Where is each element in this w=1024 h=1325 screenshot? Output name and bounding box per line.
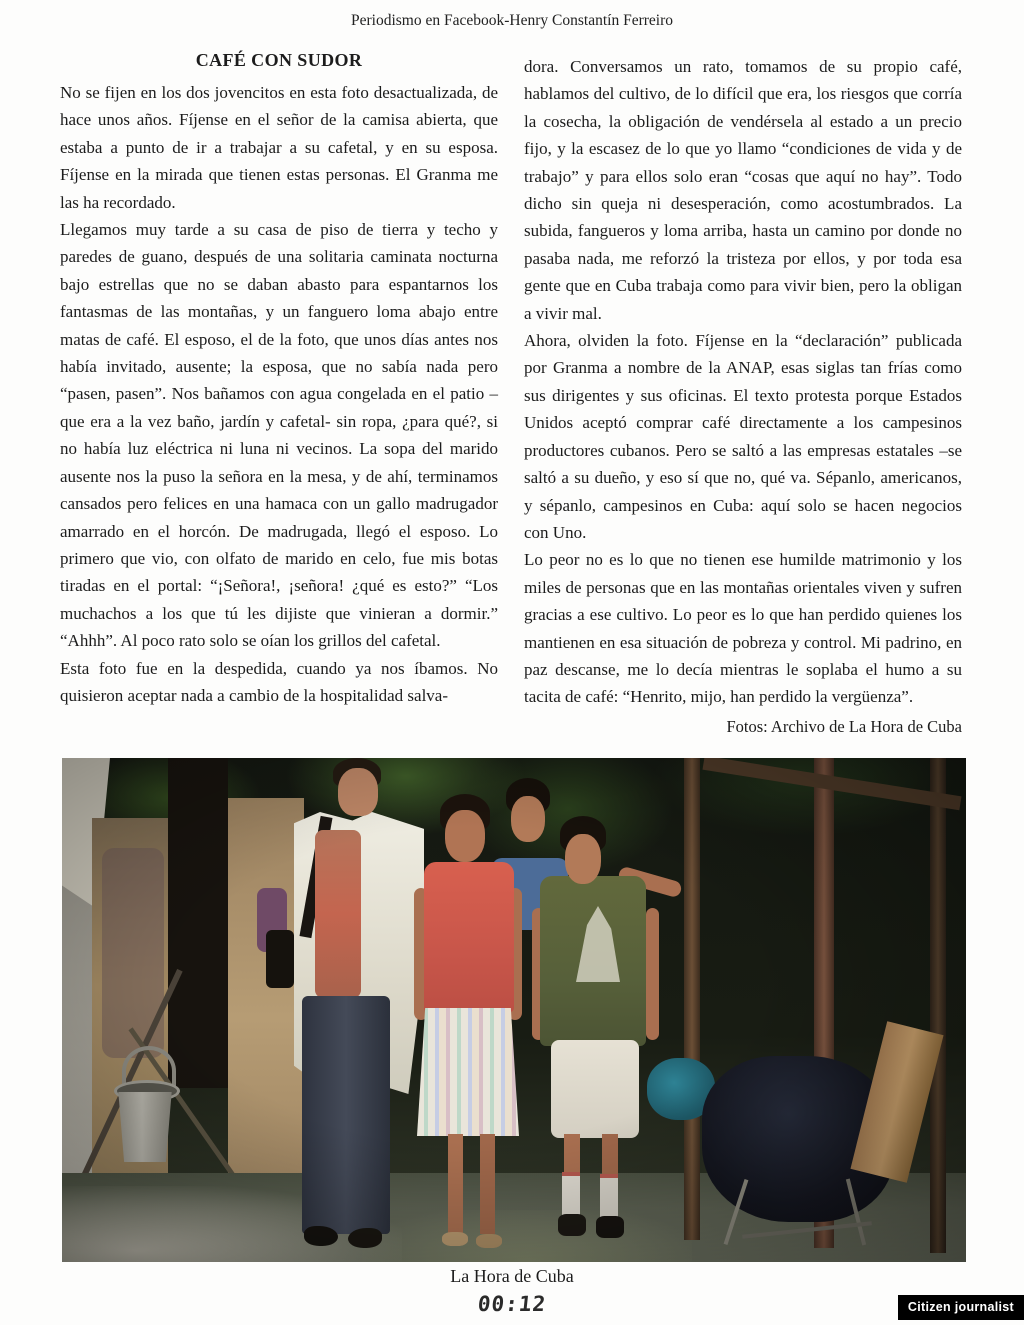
photo-caption: La Hora de Cuba	[450, 1266, 574, 1286]
photo-credit: Fotos: Archivo de La Hora de Cuba	[726, 716, 962, 736]
paragraph: Lo peor no es lo que no tienen ese humilde matrimonio y los miles de personas que en las montañas orientales viven y sufren gracias a ese cultivo. Lo peor es lo que han perdido quienes los mantienen en esa situación de pobreza y control. Mi padrino, en paz descanse, me lo decía mientras le soplaba el humo a su tacita de café: “Henrito, mijo, han perdido la vergüenza”.	[524, 550, 962, 707]
paragraph: Esta foto fue en la despedida, cuando ya nos íbamos. No quisieron aceptar nada a cambio de la hospitalidad salva-	[60, 658, 498, 705]
page-header: Periodismo en Facebook-Henry Constantín Ferreiro	[351, 12, 673, 29]
video-timestamp: 00:12	[476, 1292, 548, 1316]
left-column	[60, 46, 498, 740]
paragraph: No se fijen en los dos jovencitos en esta foto desactualizada, de hace unos años. Fíjense en el señor de la camisa abierta, que estaba a punto de ir a trabajar a su cafetal, y en su esposa. Fíjense en la mirada que tienen estas personas. El Granma me las ha recordado.	[60, 83, 498, 212]
right-column	[524, 46, 962, 740]
article-title: CAFÉ CON SUDOR	[195, 50, 363, 70]
article-photo	[62, 758, 966, 1262]
paragraph: Ahora, olviden la foto. Fíjense en la “declaración” publicada por Granma a nombre de la ANAP, esas siglas tan frías como sus dirigentes y sus oficinas. El texto protesta porque Estados Unidos aceptó comprar café directamente a los campesinos productores cubanos. Pero se saltó a las empresas estatales –se saltó a su dueño, y eso sí que no, qué va. Sépanlo, americanos, y sépanlo, campesinos en Cuba: aquí solo se hacen negocios con Uno.	[524, 331, 962, 542]
photo-vignette	[62, 758, 966, 1262]
article-columns	[60, 46, 962, 740]
paragraph: Llegamos muy tarde a su casa de piso de tierra y techo y paredes de guano, después de una solitaria caminata nocturna bajo estrellas que no se daban abasto para espantarnos los fantasmas de las montañas, y un fanguero loma abajo entre matas de café. El esposo, el de la foto, que unos días antes nos había invitado, ausente; la esposa, que no sabía nada pero “pasen, pasen”. Nos bañamos con agua congelada en el patio –que era a la vez baño, jardín y cafetal- sin ropa, ¿para qué?, si no había luz eléctrica ni luna ni vecinos. La sopa del marido ausente nos la puso la señora en la mesa, y de ahí, terminamos cansados pero felices en una hamaca con un gallo madrugador amarrado en el horcón. De madrugada, llegó el esposo. Lo primero que vio, con olfato de marido en celo, fue mis botas tiradas en el portal: “¡Señora!, ¡señora! ¿qué es esto?” “Los muchachos a los que tú les dijiste que vinieran a dormir.” “Ahhh”. Al poco rato solo se oían los grillos del cafetal.	[60, 220, 498, 651]
citizen-journalist-badge: Citizen journalist	[898, 1295, 1024, 1320]
paragraph: dora. Conversamos un rato, tomamos de su propio café, hablamos del cultivo, de lo difícil que era, los riesgos que corría la cosecha, la obligación de vendérsela al estado a un precio fijo, y la escasez de lo que yo llamo “condiciones de vida y de trabajo” y para ellos solo eran “cosas que aquí no hay”. Todo dicho sin queja ni desesperación, como acostumbrados. La subida, fangueros y loma arriba, hasta un camino por donde no pasaba nada, me reforzó la tristeza por ellos, y por toda esa gente que en Cuba trabaja como para vivir bien, pero la obligan a vivir mal.	[524, 57, 962, 323]
